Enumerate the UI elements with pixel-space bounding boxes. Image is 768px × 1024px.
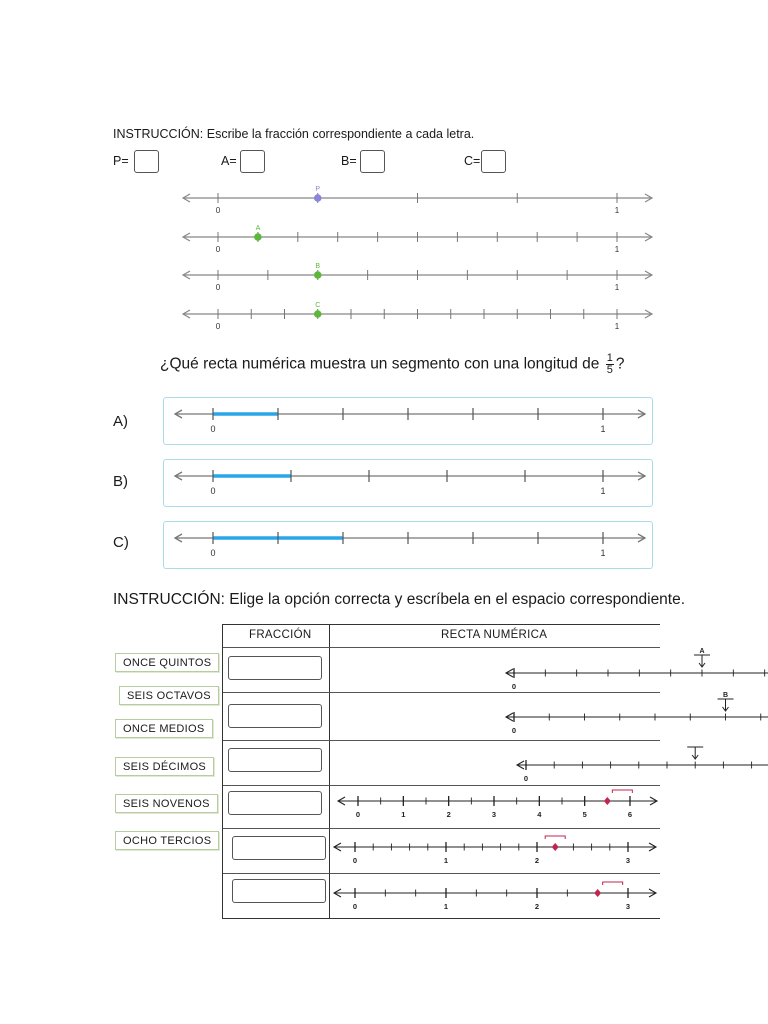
line-2-label-zero: 0 [215,245,221,254]
fraction-denominator: 5 [606,364,613,376]
table-line-4-label: 3 [491,810,497,819]
option-a-card[interactable] [163,397,653,445]
answer-label-p: P= [113,154,129,168]
line-2-label-one: 1 [614,245,620,254]
answer-box-p[interactable] [134,150,159,173]
table-line-4-label: 2 [446,810,451,819]
line-1-label-zero: 0 [215,206,221,215]
question-before: ¿Qué recta numérica muestra un segmento con una longitud de [160,355,600,373]
line-3-label-one: 1 [614,283,620,292]
table-line-1-marker-label: A [699,648,705,655]
number-lines-group-1 [0,180,768,330]
table-number-line-5 [330,829,660,873]
answer-box-a[interactable] [240,150,265,173]
table-line-5-marker-bracket [545,836,565,839]
question-after: ? [615,355,625,373]
fraction-input-row-5[interactable] [232,836,326,860]
option-c-card[interactable] [163,521,653,569]
header-fraction: FRACCIÓN [249,629,312,641]
table-line-6-marker-diamond [594,889,601,897]
option-3-label-one: 1 [600,548,606,558]
header-number-line: RECTA NUMÉRICA [441,629,548,641]
word-card-seis-novenos[interactable]: SEIS NOVENOS [115,794,218,813]
table-number-line-1 [330,648,705,692]
answer-label-b: B= [341,154,357,168]
question-text [160,353,624,376]
fraction-table [222,624,729,919]
fraction-input-row-6[interactable] [232,879,326,903]
table-line-5-label: 0 [352,856,358,865]
table-line-4-label: 1 [401,810,406,819]
word-card-seis-decimos[interactable]: SEIS DÉCIMOS [115,757,214,776]
table-line-2-marker-label: B [722,692,729,699]
option-b-number-line [164,460,652,506]
fraction-one-fifth [606,353,614,376]
line-4-label-one: 1 [614,322,620,331]
table-line-1-label: 0 [511,682,517,691]
instruction-2: INSTRUCCIÓN: Elige la opción correcta y escríbela en el espacio correspondiente. [113,591,686,608]
line-4-label-zero: 0 [215,322,221,331]
option-a-number-line [164,398,652,444]
word-card-ocho-tercios[interactable]: OCHO TERCIOS [115,831,219,850]
fraction-input-row-3[interactable] [228,748,322,772]
table-line-4-marker-diamond [604,797,611,805]
table-line-6-marker-bracket [603,882,623,885]
option-1-label-zero: 0 [210,424,216,434]
table-line-5-marker-diamond [552,843,559,851]
fraction-input-row-2[interactable] [228,704,322,728]
table-number-line-4 [330,786,660,828]
fraction-input-row-4[interactable] [228,791,322,815]
line-4-point [314,310,322,318]
table-number-line-3 [330,741,660,785]
word-card-once-quintos[interactable]: ONCE QUINTOS [115,653,219,672]
table-line-5-label: 2 [534,856,540,865]
option-letter-b: B) [113,473,128,490]
table-line-5-label: 1 [443,856,449,865]
instruction-1: INSTRUCCIÓN: Escribe la fracción correspondiente a cada letra. [113,127,475,141]
table-line-4-label: 0 [355,810,361,819]
table-line-5-label: 3 [625,856,631,865]
table-line-6-label: 3 [625,902,631,911]
option-letter-a: A) [113,413,128,430]
table-number-line-6 [330,874,660,918]
line-2-point-label: A [255,225,261,232]
option-2-label-zero: 0 [210,486,216,496]
word-card-once-medios[interactable]: ONCE MEDIOS [115,719,213,738]
answer-box-b[interactable] [360,150,385,173]
option-1-label-one: 1 [600,424,606,434]
answer-label-c: C= [464,154,481,168]
line-1-point-label: P [315,186,321,193]
line-3-point [314,271,322,279]
table-number-line-2 [330,692,729,740]
option-letter-c: C) [113,534,129,551]
option-2-label-one: 1 [600,486,606,496]
line-1-point [314,194,322,202]
table-line-6-label: 0 [352,902,358,911]
answer-box-c[interactable] [481,150,506,173]
table-line-4-label: 6 [627,810,633,819]
option-3-label-zero: 0 [210,548,216,558]
line-4-point-label: C [315,302,321,309]
table-line-3-label: 0 [523,774,529,783]
table-line-4-marker-bracket [612,790,632,793]
answer-label-a: A= [221,154,237,168]
table-line-6-label: 2 [534,902,540,911]
word-card-seis-octavos[interactable]: SEIS OCTAVOS [119,686,219,705]
table-line-2-label: 0 [511,726,517,735]
option-b-card[interactable] [163,459,653,507]
line-1-label-one: 1 [614,206,620,215]
table-line-6-label: 1 [443,902,449,911]
table-line-4-label: 5 [582,810,587,819]
fraction-numerator: 1 [606,352,613,364]
line-3-point-label: B [315,263,321,270]
fraction-input-row-1[interactable] [228,656,322,680]
table-line-4-label: 4 [537,810,542,819]
line-3-label-zero: 0 [215,283,221,292]
line-2-point [254,233,262,241]
option-c-number-line [164,522,652,568]
